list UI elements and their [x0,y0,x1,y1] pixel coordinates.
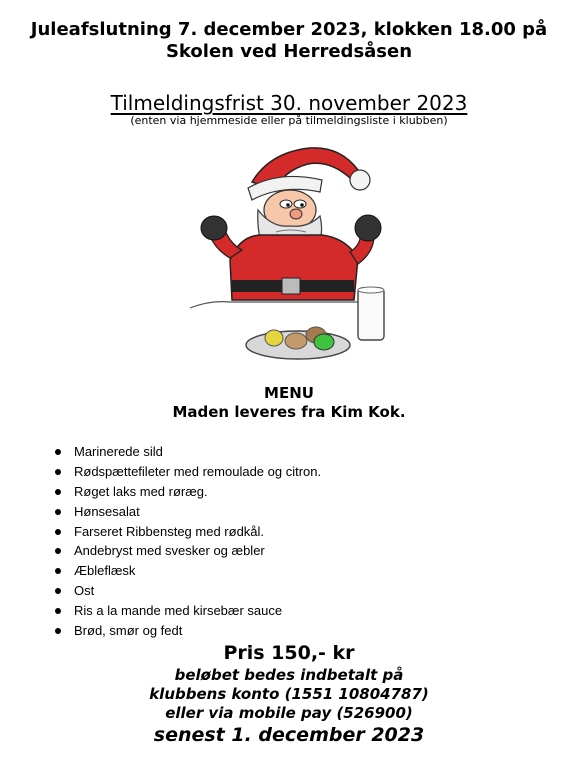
payment-mobilepay-line: eller via mobile pay (526900) [165,704,413,722]
payment-account-line: klubbens konto (1551 10804787) [149,685,429,703]
registration-deadline-note: (enten via hjemmeside eller på tilmeldingsliste i klubben) [130,114,448,127]
menu-item: Ris a la mande med kirsebær sauce [52,601,321,621]
menu-item: Marinerede sild [52,442,321,462]
registration-deadline [0,91,578,115]
menu-item: Brød, smør og fedt [52,621,321,641]
menu-item: Ost [52,581,321,601]
menu-item: Røget laks med røræg. [52,482,321,502]
menu-item: Æbleflæsk [52,561,321,581]
menu-item: Hønsesalat [52,502,321,522]
menu-caterer: Maden leveres fra Kim Kok. [172,403,406,421]
event-heading-line-2: Skolen ved Herredsåsen [165,41,413,62]
menu-title: MENU [264,384,314,402]
payment-line-1: beløbet bedes indbetalt på [174,666,404,684]
santa-eating-illustration [190,140,400,365]
menu-list [52,442,321,641]
registration-deadline-text: Tilmeldingsfrist 30. november 2023 [110,91,468,115]
price: Pris 150,- kr [223,642,355,664]
menu-item: Rødspættefileter med remoulade og citron. [52,462,321,482]
event-heading-line-1: Juleafslutning 7. december 2023, klokken 18.00 på [30,19,548,40]
menu-item: Andebryst med svesker og æbler [52,541,321,561]
payment-deadline: senest 1. december 2023 [153,724,425,746]
menu-item: Farseret Ribbensteg med rødkål. [52,522,321,542]
